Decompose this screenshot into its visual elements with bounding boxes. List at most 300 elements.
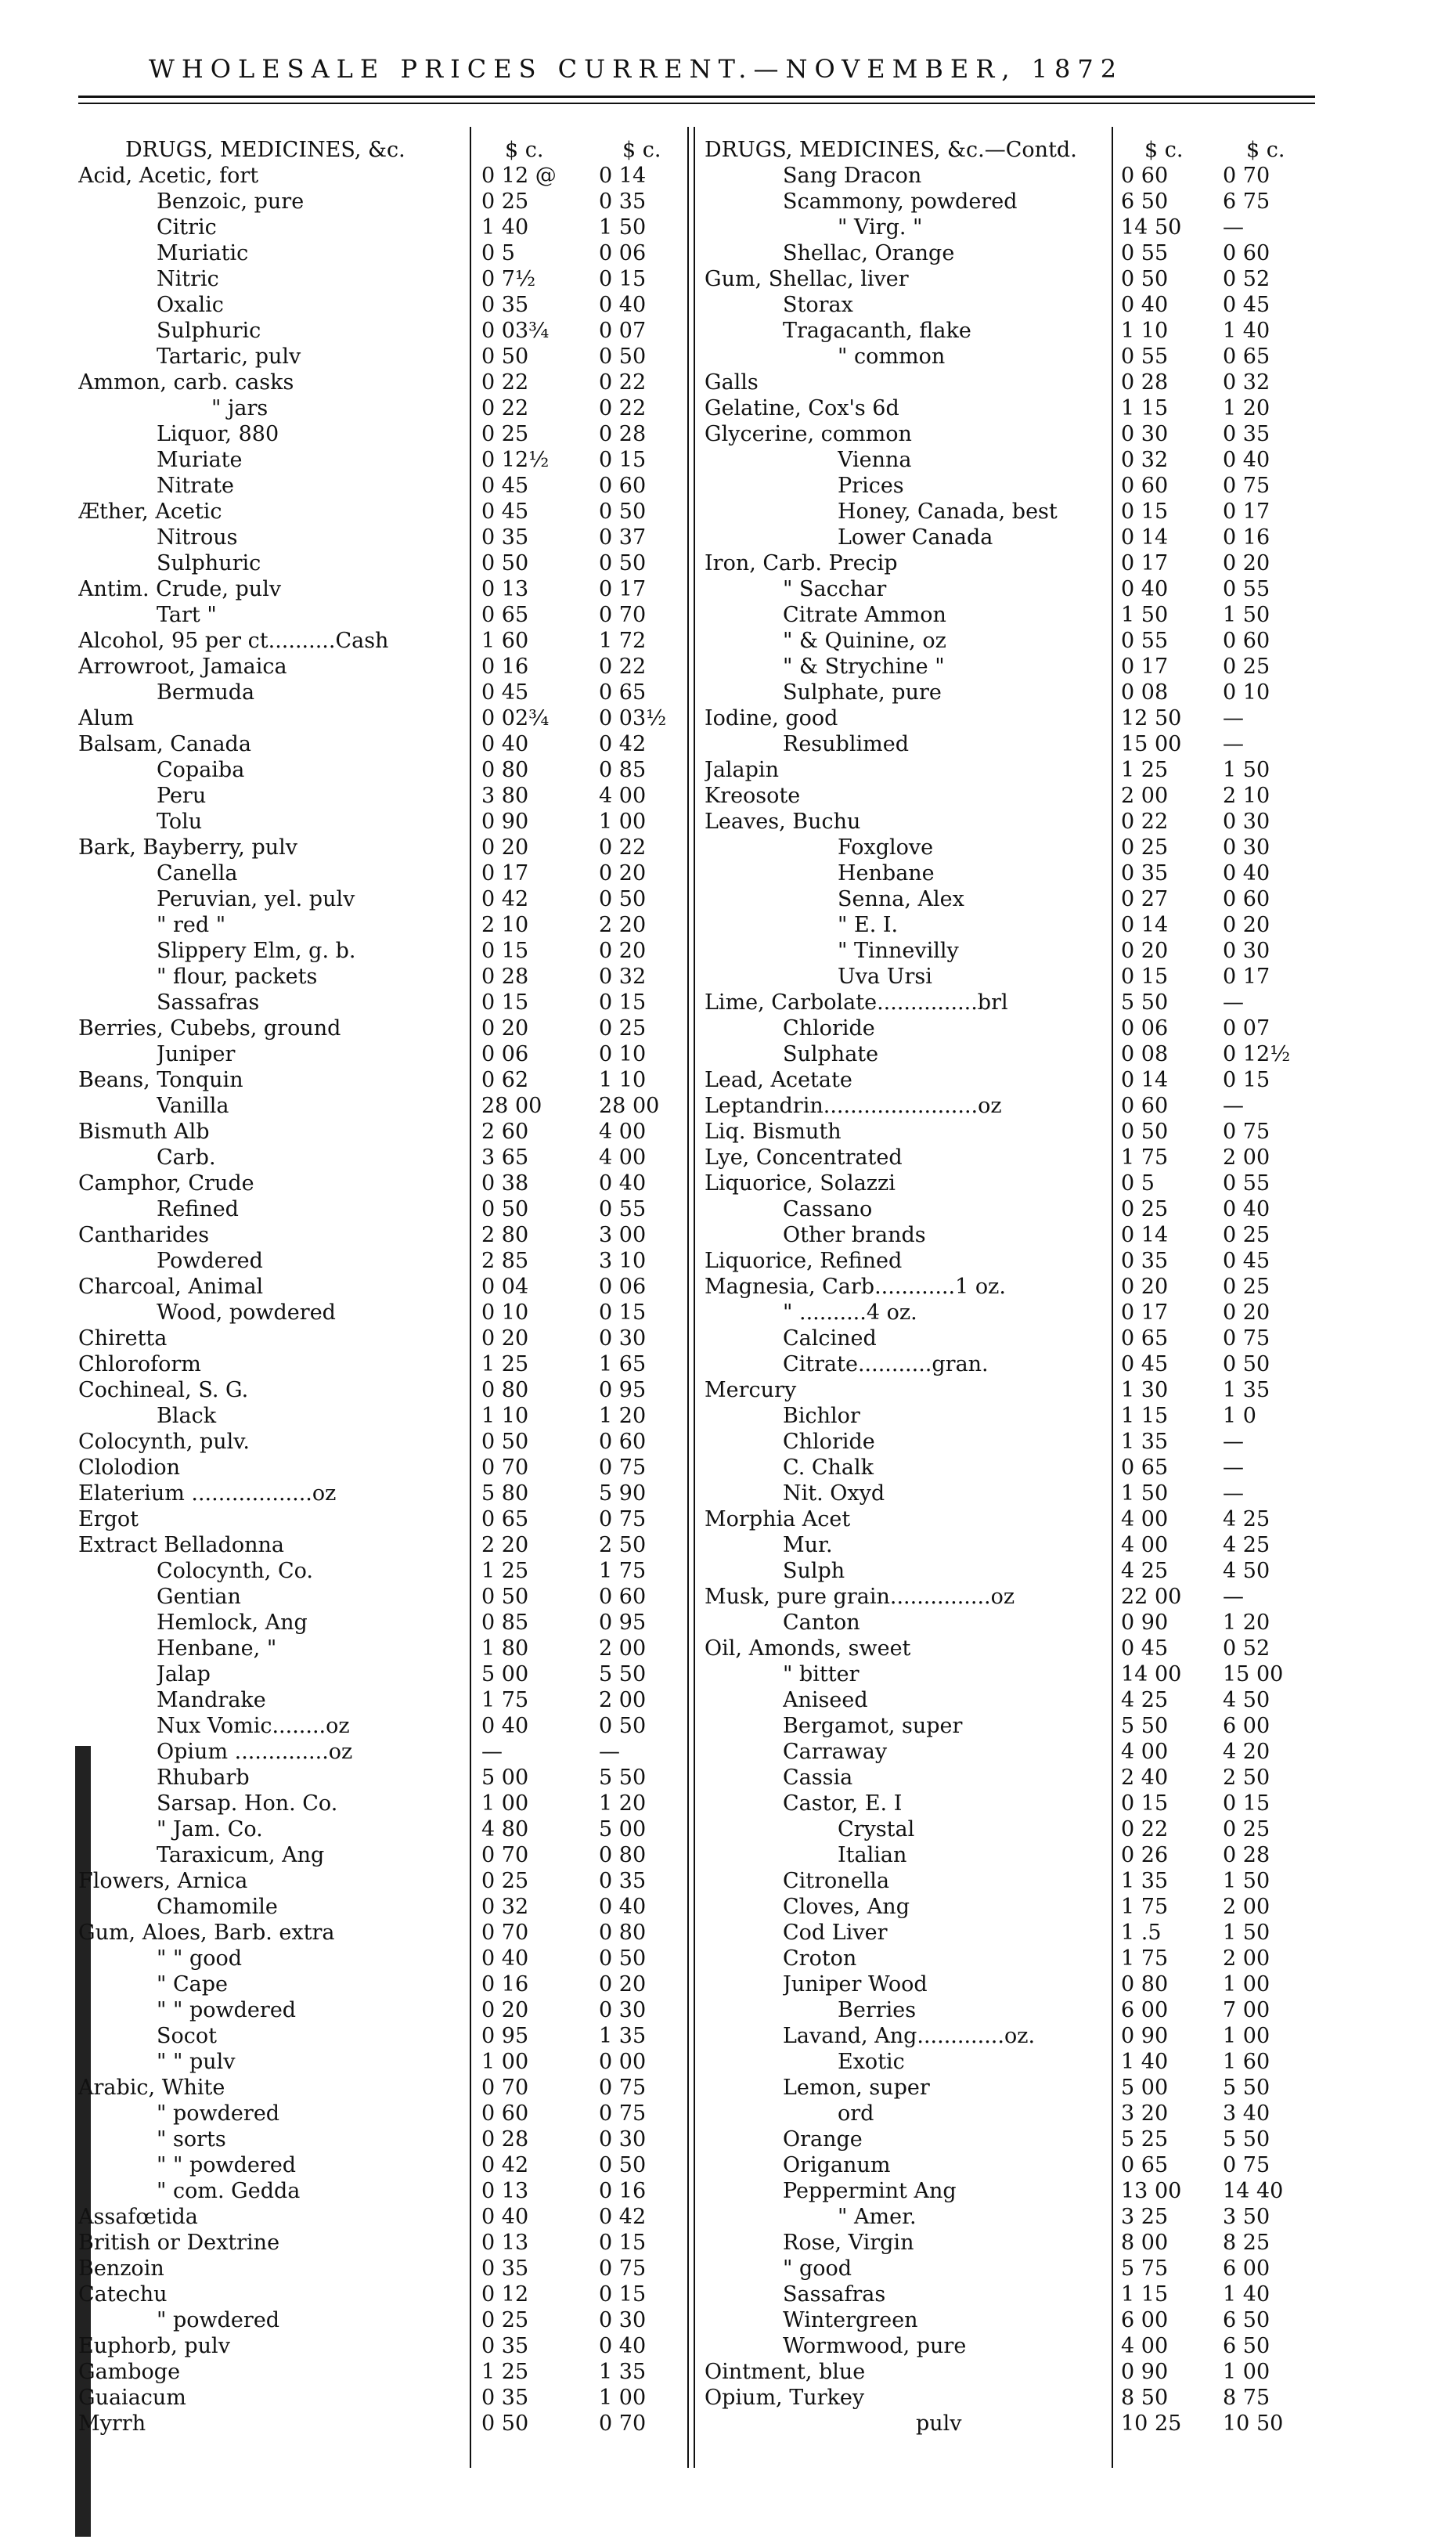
price-low: 0 25 <box>481 1869 529 1893</box>
price-row <box>698 1816 1301 1842</box>
price-low: 0 16 <box>481 655 529 679</box>
price-row <box>698 473 1301 499</box>
price-high: 0 17 <box>1223 965 1270 989</box>
column-divider-center <box>687 127 689 2468</box>
price-low: 0 45 <box>481 474 529 498</box>
price-high: 0 25 <box>1223 655 1270 679</box>
item-name: " good <box>783 2256 852 2281</box>
price-low: 0 35 <box>481 293 529 317</box>
price-low: 0 90 <box>481 810 529 834</box>
price-row <box>698 1687 1301 1713</box>
price-low: 28 00 <box>481 1094 542 1118</box>
price-low: 5 25 <box>1121 2127 1169 2152</box>
item-name: Sulphate, pure <box>783 680 942 705</box>
price-low: 2 85 <box>481 1249 529 1273</box>
price-high: 8 25 <box>1223 2231 1270 2255</box>
price-row <box>698 1610 1301 1636</box>
price-low: 0 25 <box>481 189 529 214</box>
price-row <box>78 240 681 266</box>
item-name: " " pulv <box>157 2050 236 2074</box>
price-high: 0 30 <box>1223 835 1270 860</box>
item-name: " E. I. <box>838 913 899 937</box>
price-high: 0 55 <box>1223 1171 1270 1196</box>
price-low: 0 17 <box>481 861 529 886</box>
price-low: 4 00 <box>1121 1533 1169 1557</box>
price-high: 1 50 <box>1223 1869 1270 1893</box>
item-name: Aniseed <box>783 1688 868 1712</box>
item-name: Citric <box>157 215 217 240</box>
item-name: " powdered <box>157 2101 280 2126</box>
price-low: 3 65 <box>481 1145 529 1170</box>
price-low: 8 00 <box>1121 2231 1169 2255</box>
price-high: 0 45 <box>1223 293 1270 317</box>
item-name: Liquorice, Solazzi <box>705 1171 896 1196</box>
price-high: 0 32 <box>1223 370 1270 395</box>
price-high: 0 15 <box>599 990 647 1015</box>
price-high: 0 00 <box>599 2050 647 2074</box>
item-name: Refined <box>157 1197 239 1221</box>
price-low: 0 40 <box>1121 577 1169 601</box>
item-name: Clolodion <box>78 1455 181 1480</box>
item-name: " & Quinine, oz <box>783 629 946 653</box>
price-high: 1 50 <box>1223 1921 1270 1945</box>
item-name: Wormwood, pure <box>783 2334 967 2358</box>
right-price-column <box>698 137 1301 2437</box>
price-row <box>78 1481 681 1506</box>
item-name: " " good <box>157 1946 243 1971</box>
price-row <box>698 912 1301 938</box>
price-high: 0 10 <box>1223 680 1270 705</box>
item-name: Sassafras <box>157 990 260 1015</box>
price-low: 0 42 <box>481 2153 529 2177</box>
right-column-header <box>698 137 1301 163</box>
price-high: 6 00 <box>1223 2256 1270 2281</box>
price-high: 6 50 <box>1223 2308 1270 2332</box>
item-name: Balsam, Canada <box>78 732 251 756</box>
column-divider-center-inner <box>694 127 695 2468</box>
price-row <box>698 2385 1301 2411</box>
price-high: 0 07 <box>1223 1016 1270 1041</box>
price-row <box>78 783 681 809</box>
price-high: 4 00 <box>599 1120 647 1144</box>
price-high: 4 25 <box>1223 1507 1270 1531</box>
price-low: 0 17 <box>1121 655 1169 679</box>
price-high: 0 80 <box>599 1843 647 1867</box>
item-name: Crystal <box>838 1817 915 1841</box>
item-name: Gentian <box>157 1585 241 1609</box>
price-low: 1 50 <box>1121 603 1169 627</box>
price-high: 1 75 <box>599 1559 647 1583</box>
item-name: Tart " <box>157 603 217 627</box>
price-row <box>698 550 1301 576</box>
price-row <box>78 2359 681 2385</box>
price-low: 0 90 <box>1121 2360 1169 2384</box>
item-name: Galls <box>705 370 759 395</box>
price-low: 0 35 <box>481 2334 529 2358</box>
price-high: 0 30 <box>1223 810 1270 834</box>
price-low: 0 42 <box>481 887 529 911</box>
item-name: Lemon, super <box>783 2076 930 2100</box>
price-low: 0 28 <box>481 2127 529 2152</box>
price-low: 5 00 <box>1121 2076 1169 2100</box>
price-low: 4 25 <box>1121 1559 1169 1583</box>
price-low: 0 08 <box>1121 680 1169 705</box>
item-name: Exotic <box>838 2050 905 2074</box>
item-name: " Cape <box>157 1972 229 1997</box>
price-high: 0 15 <box>599 267 647 291</box>
item-name: Orange <box>783 2127 863 2152</box>
price-low: 0 16 <box>481 1972 529 1997</box>
price-high: 0 30 <box>599 2127 647 2152</box>
price-row <box>78 499 681 525</box>
item-name: Wood, powdered <box>157 1300 336 1325</box>
item-name: Lower Canada <box>838 525 993 550</box>
price-row <box>698 2204 1301 2230</box>
item-name: Colocynth, Co. <box>157 1559 313 1583</box>
price-row <box>78 731 681 757</box>
price-high: 0 60 <box>1223 241 1270 265</box>
item-name: Arrowroot, Jamaica <box>78 655 287 679</box>
price-low: 1 40 <box>481 215 529 240</box>
item-name: Cassia <box>783 1766 853 1790</box>
price-low: 0 22 <box>481 396 529 420</box>
item-name: Catechu <box>78 2282 168 2307</box>
item-name: Antim. Crude, pulv <box>78 577 282 601</box>
price-row <box>78 447 681 473</box>
item-name: Juniper <box>157 1042 236 1066</box>
price-row <box>698 2101 1301 2126</box>
item-name: Sulphuric <box>157 319 261 343</box>
price-low: 8 50 <box>1121 2386 1169 2410</box>
price-low: 1 00 <box>481 2050 529 2074</box>
price-high-header: $ c. <box>622 138 661 162</box>
item-name: Nit. Oxyd <box>783 1481 885 1506</box>
price-row <box>78 1274 681 1300</box>
price-high: 0 17 <box>599 577 647 601</box>
price-row <box>78 1842 681 1868</box>
price-row <box>78 2204 681 2230</box>
price-low: 1 25 <box>481 1559 529 1583</box>
item-name: Carb. <box>157 1145 216 1170</box>
price-high: — <box>599 1740 620 1764</box>
price-low: 4 00 <box>1121 1740 1169 1764</box>
item-name: Chloride <box>783 1430 875 1454</box>
price-row <box>78 1093 681 1119</box>
item-name: Æther, Acetic <box>78 500 222 524</box>
price-row <box>698 1145 1301 1171</box>
item-name: Acid, Acetic, fort <box>78 164 259 188</box>
price-low: 5 00 <box>481 1766 529 1790</box>
item-name: Sulph <box>783 1559 845 1583</box>
price-row <box>698 860 1301 886</box>
price-row <box>698 344 1301 370</box>
price-row <box>78 1636 681 1661</box>
price-row <box>78 2049 681 2075</box>
price-high: — <box>1223 990 1244 1015</box>
price-high: 0 55 <box>599 1197 647 1221</box>
price-high: 0 50 <box>599 500 647 524</box>
price-high: 0 95 <box>599 1611 647 1635</box>
price-row <box>78 2101 681 2126</box>
price-low: 0 80 <box>481 1378 529 1402</box>
price-low: 0 40 <box>481 2205 529 2229</box>
item-name: Lye, Concentrated <box>705 1145 903 1170</box>
item-name: Sarsap. Hon. Co. <box>157 1791 338 1816</box>
price-low: 0 65 <box>1121 1455 1169 1480</box>
price-low: 0 06 <box>1121 1016 1169 1041</box>
price-row <box>698 654 1301 680</box>
item-name: Sassafras <box>783 2282 886 2307</box>
price-row <box>698 1403 1301 1429</box>
price-high: 0 85 <box>599 758 647 782</box>
price-row <box>78 835 681 860</box>
price-high: 0 10 <box>599 1042 647 1066</box>
price-row <box>78 2333 681 2359</box>
price-row <box>698 1196 1301 1222</box>
item-name: Nitrous <box>157 525 238 550</box>
price-row <box>698 499 1301 525</box>
price-row <box>698 680 1301 705</box>
price-high: 0 40 <box>1223 1197 1270 1221</box>
price-high: 0 22 <box>599 370 647 395</box>
price-low: 0 20 <box>1121 1275 1169 1299</box>
item-name: Powdered <box>157 1249 263 1273</box>
price-low: 0 14 <box>1121 1223 1169 1247</box>
price-low: 0 45 <box>481 680 529 705</box>
item-name: Jalapin <box>705 758 779 782</box>
price-row <box>698 525 1301 550</box>
price-row <box>698 835 1301 860</box>
price-low: 0 45 <box>1121 1636 1169 1661</box>
price-high: 0 75 <box>1223 1120 1270 1144</box>
price-low: 1 30 <box>1121 1378 1169 1402</box>
price-row <box>698 1584 1301 1610</box>
item-name: Beans, Tonquin <box>78 1068 243 1092</box>
price-high: 0 22 <box>599 655 647 679</box>
price-high: 0 22 <box>599 396 647 420</box>
price-low: — <box>481 1740 503 1764</box>
price-low: 0 06 <box>481 1042 529 1066</box>
item-name: Resublimed <box>783 732 909 756</box>
price-low: 0 13 <box>481 2179 529 2203</box>
price-high: 1 20 <box>1223 396 1270 420</box>
price-low: 0 5 <box>481 241 515 265</box>
price-high: — <box>1223 215 1244 240</box>
price-row <box>698 1661 1301 1687</box>
price-row <box>698 1791 1301 1816</box>
item-name: Peru <box>157 784 207 808</box>
price-high: 0 65 <box>1223 344 1270 369</box>
price-low: 0 12 @ <box>481 164 557 188</box>
price-high: 5 90 <box>599 1481 647 1506</box>
price-high: 1 50 <box>599 215 647 240</box>
price-row <box>698 1093 1301 1119</box>
item-name: Peppermint Ang <box>783 2179 957 2203</box>
price-low: 0 14 <box>1121 525 1169 550</box>
left-price-column <box>78 137 681 2437</box>
price-low: 14 00 <box>1121 1662 1182 1686</box>
price-row <box>78 1351 681 1377</box>
price-row <box>698 1713 1301 1739</box>
price-low: 0 70 <box>481 2076 529 2100</box>
price-high: — <box>1223 706 1244 730</box>
item-name: Copaiba <box>157 758 245 782</box>
price-low: 0 10 <box>481 1300 529 1325</box>
price-high: 5 50 <box>1223 2076 1270 2100</box>
price-low: 4 00 <box>1121 1507 1169 1531</box>
price-row <box>698 602 1301 628</box>
price-row <box>78 1403 681 1429</box>
price-low: 4 80 <box>481 1817 529 1841</box>
price-high: 0 60 <box>1223 887 1270 911</box>
price-row <box>698 240 1301 266</box>
item-name: " com. Gedda <box>157 2179 301 2203</box>
item-name: Italian <box>838 1843 907 1867</box>
item-name: Bermuda <box>157 680 255 705</box>
price-low: 0 62 <box>481 1068 529 1092</box>
item-name: Oxalic <box>157 293 224 317</box>
item-name: Lime, Carbolate...............brl <box>705 990 1008 1015</box>
price-high: 5 00 <box>599 1817 647 1841</box>
price-row <box>698 189 1301 215</box>
price-high: 4 50 <box>1223 1688 1270 1712</box>
price-high: 10 50 <box>1223 2411 1284 2436</box>
item-name: Mur. <box>783 1533 833 1557</box>
price-low: 5 00 <box>481 1662 529 1686</box>
item-name: Prices <box>838 474 904 498</box>
price-high: 0 80 <box>599 1921 647 1945</box>
item-name: Bichlor <box>783 1404 860 1428</box>
price-row <box>698 2359 1301 2385</box>
price-row <box>78 1791 681 1816</box>
price-high: 0 35 <box>1223 422 1270 446</box>
item-name: Tragacanth, flake <box>783 319 971 343</box>
price-high: 0 40 <box>599 293 647 317</box>
price-row <box>698 1455 1301 1481</box>
price-low: 0 50 <box>481 1430 529 1454</box>
item-name: " common <box>838 344 946 369</box>
price-high: 0 28 <box>1223 1843 1270 1867</box>
price-low: 3 20 <box>1121 2101 1169 2126</box>
item-name: " flour, packets <box>157 965 318 989</box>
price-low: 0 22 <box>1121 1817 1169 1841</box>
price-low: 0 50 <box>481 2411 529 2436</box>
price-low: 12 50 <box>1121 706 1182 730</box>
price-high: 0 40 <box>599 1895 647 1919</box>
price-high: 0 50 <box>599 2153 647 2177</box>
price-row <box>78 215 681 240</box>
price-high: 0 20 <box>1223 913 1270 937</box>
price-high: 1 40 <box>1223 2282 1270 2307</box>
item-name: Calcined <box>783 1326 877 1351</box>
price-low: 3 80 <box>481 784 529 808</box>
price-low: 0 40 <box>1121 293 1169 317</box>
item-name: Extract Belladonna <box>78 1533 284 1557</box>
price-high: 0 32 <box>599 965 647 989</box>
item-name: Arabic, White <box>78 2076 225 2100</box>
price-row <box>78 1119 681 1145</box>
price-row <box>78 189 681 215</box>
price-high: 1 60 <box>1223 2050 1270 2074</box>
price-row <box>78 757 681 783</box>
price-row <box>78 2256 681 2281</box>
price-high: 2 50 <box>1223 1766 1270 1790</box>
item-name: Cochineal, S. G. <box>78 1378 249 1402</box>
item-name: Cassano <box>783 1197 873 1221</box>
price-high: 0 75 <box>599 2076 647 2100</box>
price-low: 2 10 <box>481 913 529 937</box>
price-low: 0 32 <box>481 1895 529 1919</box>
price-row <box>698 2256 1301 2281</box>
price-low: 0 15 <box>1121 1791 1169 1816</box>
price-high: 0 03½ <box>599 706 667 730</box>
price-row <box>78 1248 681 1274</box>
price-low: 0 60 <box>1121 1094 1169 1118</box>
item-name: Citrate Ammon <box>783 603 946 627</box>
item-name: Guaiacum <box>78 2386 186 2410</box>
item-name: Uva Ursi <box>838 965 932 989</box>
price-low: 0 40 <box>481 1946 529 1971</box>
price-low: 0 28 <box>481 965 529 989</box>
price-low: 2 60 <box>481 1120 529 1144</box>
price-high: 0 42 <box>599 2205 647 2229</box>
item-name: Liquorice, Refined <box>705 1249 903 1273</box>
item-name: Taraxicum, Ang <box>157 1843 325 1867</box>
price-high: 0 70 <box>599 603 647 627</box>
price-high: 4 00 <box>599 784 647 808</box>
item-name: " " powdered <box>157 2153 297 2177</box>
price-low: 0 40 <box>481 1714 529 1738</box>
price-low: 1 75 <box>1121 1946 1169 1971</box>
price-low: 0 20 <box>481 1016 529 1041</box>
price-row <box>78 1584 681 1610</box>
price-high: 0 50 <box>599 1946 647 1971</box>
price-low: 0 85 <box>481 1611 529 1635</box>
price-low: 0 28 <box>1121 370 1169 395</box>
price-high: 0 12½ <box>1223 1042 1291 1066</box>
item-name: Jalap <box>157 1662 211 1686</box>
price-low: 0 60 <box>1121 164 1169 188</box>
price-low-header: $ c. <box>505 138 544 162</box>
section-heading: DRUGS, MEDICINES, &c.—Contd. <box>705 138 1077 162</box>
item-name: Camphor, Crude <box>78 1171 254 1196</box>
price-low: 0 25 <box>1121 1197 1169 1221</box>
price-low: 0 03¾ <box>481 319 550 343</box>
header-rule-bottom <box>78 103 1315 104</box>
price-row <box>78 1532 681 1558</box>
item-name: Chiretta <box>78 1326 168 1351</box>
price-row <box>78 2178 681 2204</box>
item-name: Slippery Elm, g. b. <box>157 939 356 963</box>
item-name: Nux Vomic........oz <box>157 1714 350 1738</box>
price-high: 15 00 <box>1223 1662 1284 1686</box>
price-row <box>698 447 1301 473</box>
price-low: 0 50 <box>1121 267 1169 291</box>
price-high: 5 50 <box>1223 2127 1270 2152</box>
price-high: 1 20 <box>1223 1611 1270 1635</box>
price-row <box>78 2307 681 2333</box>
item-name: Chamomile <box>157 1895 278 1919</box>
item-name: " ..........4 oz. <box>783 1300 917 1325</box>
item-name: Colocynth, pulv. <box>78 1430 250 1454</box>
price-high: 0 50 <box>599 551 647 575</box>
price-high: 0 06 <box>599 1275 647 1299</box>
price-row <box>698 990 1301 1015</box>
price-row <box>698 938 1301 964</box>
price-high: 0 30 <box>1223 939 1270 963</box>
price-row <box>698 1868 1301 1894</box>
price-high: 0 30 <box>599 1326 647 1351</box>
